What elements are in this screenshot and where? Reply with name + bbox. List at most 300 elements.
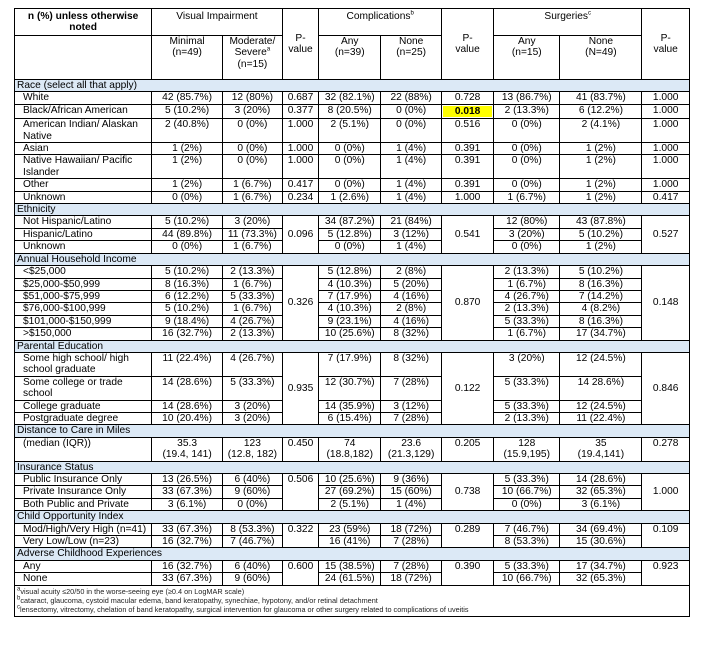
row-label: None — [15, 573, 152, 585]
value-cell: 1 (2%) — [560, 179, 642, 191]
pvalue-label-1: P- — [660, 32, 671, 44]
value-cell: 22 (88%) — [381, 92, 442, 104]
pvalue-label-2: value — [288, 44, 313, 55]
value-cell: 9 (18.4%) — [152, 315, 223, 327]
row-label: (median (IQR)) — [15, 437, 152, 461]
p-value-cell: 1.000 — [642, 104, 690, 118]
value-cell: 1 (4%) — [381, 241, 442, 253]
iqr-value: (18.8,182) — [326, 449, 373, 461]
value-cell: 12 (24.5%) — [560, 352, 642, 376]
section-header-distance — [15, 425, 690, 437]
value-cell: 21 (84%) — [381, 216, 442, 228]
value-cell: 7 (17.9%) — [319, 290, 381, 302]
value-cell: 1 (6.7%) — [223, 191, 283, 203]
value-cell: 3 (20%) — [494, 228, 560, 240]
value-cell — [223, 437, 283, 461]
p-value-cell: 0.377 — [282, 104, 319, 118]
table-row — [15, 143, 690, 155]
section-header-income — [15, 253, 690, 265]
group-label: Complications — [346, 11, 411, 22]
value-cell: 3 (6.1%) — [560, 498, 642, 510]
value-cell: 1 (2%) — [560, 241, 642, 253]
subheader-surgeries-any — [494, 36, 560, 80]
value-cell: 0 (0%) — [494, 498, 560, 510]
row-label: Asian — [15, 143, 152, 155]
section-header-ethnicity — [15, 204, 690, 216]
section-title: Annual Household Income — [15, 253, 690, 265]
value-cell: 14 (28.6%) — [152, 376, 223, 400]
table-row — [15, 498, 690, 510]
value-cell: 1 (6.7%) — [494, 191, 560, 203]
value-cell: 5 (20%) — [381, 278, 442, 290]
section-header-education — [15, 340, 690, 352]
value-cell: 5 (10.2%) — [152, 266, 223, 278]
value-cell: 32 (65.3%) — [560, 573, 642, 585]
value-cell: 14 28.6%) — [560, 376, 642, 400]
value-cell: 0 (0%) — [319, 241, 381, 253]
p-value-cell: 0.390 — [442, 560, 494, 585]
demographics-table — [14, 8, 690, 617]
row-label: Black/African American — [15, 104, 152, 118]
value-cell: 5 (33.3%) — [494, 560, 560, 572]
value-cell: 33 (67.3%) — [152, 486, 223, 498]
subheader-n: (n=15) — [237, 58, 268, 70]
subheader-complications-any — [319, 36, 381, 80]
value-cell — [494, 437, 560, 461]
value-cell: 6 (40%) — [223, 560, 283, 572]
table-row — [15, 328, 690, 340]
table-row — [15, 536, 690, 548]
p-value-cell: 1.000 — [642, 155, 690, 179]
p-value-cell: 1.000 — [642, 143, 690, 155]
p-value-cell: 1.000 — [642, 474, 690, 511]
value-cell: 0 (0%) — [223, 498, 283, 510]
row-label: Very Low/Low (n=23) — [15, 536, 152, 548]
value-cell: 13 (86.7%) — [494, 92, 560, 104]
value-cell: 0 (0%) — [494, 179, 560, 191]
p-value-cell: 0.289 — [442, 523, 494, 548]
value-cell: 7 (28%) — [381, 376, 442, 400]
p-value-cell: 0.846 — [642, 352, 690, 424]
value-cell: 0 (0%) — [152, 191, 223, 203]
value-cell: 14 (28.6%) — [560, 474, 642, 486]
row-label: Unknown — [15, 241, 152, 253]
table-row — [15, 523, 690, 535]
value-cell: 5 (33.3%) — [494, 400, 560, 412]
section-header-race — [15, 80, 690, 92]
value-cell: 8 (16.3%) — [152, 278, 223, 290]
value-cell: 1 (4%) — [381, 179, 442, 191]
value-cell: 13 (26.5%) — [152, 474, 223, 486]
p-value-cell: 1.000 — [442, 191, 494, 203]
value-cell: 18 (72%) — [381, 573, 442, 585]
subheader-minimal — [152, 36, 223, 80]
value-cell: 0 (0%) — [319, 179, 381, 191]
median-value: 74 — [344, 437, 356, 449]
value-cell: 1 (2%) — [560, 143, 642, 155]
value-cell: 5 (10.2%) — [152, 216, 223, 228]
table-row — [15, 303, 690, 315]
p-value-cell: 0.506 — [282, 474, 319, 511]
value-cell: 10 (66.7%) — [494, 486, 560, 498]
median-value: 128 — [518, 437, 536, 449]
subheader-n: (n=49) — [172, 47, 202, 59]
pvalue-label-1: P- — [462, 32, 473, 44]
table-row — [15, 241, 690, 253]
footnote — [17, 605, 687, 614]
value-cell: 17 (34.7%) — [560, 328, 642, 340]
value-cell: 5 (33.3%) — [223, 290, 283, 302]
p-value-cell: 0.322 — [282, 523, 319, 548]
value-cell: 2 (8%) — [381, 266, 442, 278]
value-cell: 8 (20.5%) — [319, 104, 381, 118]
footnotes-row — [15, 585, 690, 617]
p-value-cell: 0.391 — [442, 179, 494, 191]
row-label: Public Insurance Only — [15, 474, 152, 486]
value-cell: 10 (25.6%) — [319, 474, 381, 486]
value-cell — [152, 437, 223, 461]
p-value-cell: 1.000 — [282, 143, 319, 155]
value-cell: 2 (13.3%) — [494, 303, 560, 315]
subheader-n: (n=15) — [511, 47, 542, 59]
value-cell: 1 (6.7%) — [494, 278, 560, 290]
value-cell: 9 (23.1%) — [319, 315, 381, 327]
value-cell: 7 (28%) — [381, 560, 442, 572]
table-row — [15, 376, 690, 400]
p-value-cell: 1.000 — [282, 119, 319, 143]
median-value: 23.6 — [401, 437, 422, 449]
footnote-mark: c — [588, 10, 592, 17]
pvalue-header-visual — [282, 9, 319, 80]
pvalue-header-complications — [442, 9, 494, 80]
p-value-cell: 0.541 — [442, 216, 494, 253]
subheader-label: None — [398, 36, 424, 47]
table-row — [15, 266, 690, 278]
row-label: College graduate — [15, 400, 152, 412]
subheader-label: Minimal — [169, 36, 205, 47]
value-cell: 0 (0%) — [152, 241, 223, 253]
p-value-cell: 0.148 — [642, 266, 690, 340]
p-value-cell: 1.000 — [642, 179, 690, 191]
row-label: Both Public and Private — [15, 498, 152, 510]
value-cell: 9 (36%) — [381, 474, 442, 486]
section-header-ace — [15, 548, 690, 560]
value-cell: 2 (13.3%) — [494, 266, 560, 278]
footnotes — [15, 585, 690, 617]
value-cell: 4 (10.3%) — [319, 303, 381, 315]
value-cell: 5 (33.3%) — [494, 474, 560, 486]
p-value-cell: 0.417 — [642, 191, 690, 203]
value-cell: 2 (5.1%) — [319, 119, 381, 143]
group-header-surgeries — [494, 9, 642, 36]
p-value-cell: 1.000 — [282, 155, 319, 179]
value-cell: 1 (6.7%) — [223, 278, 283, 290]
value-cell: 3 (12%) — [381, 228, 442, 240]
value-cell: 3 (6.1%) — [152, 498, 223, 510]
pvalue-label-1: P- — [295, 32, 306, 44]
value-cell: 6 (12.2%) — [560, 104, 642, 118]
p-value-cell: 0.728 — [442, 92, 494, 104]
row-label: Unknown — [15, 191, 152, 203]
value-cell: 2 (13.3%) — [494, 104, 560, 118]
value-cell: 3 (20%) — [223, 412, 283, 424]
value-cell: 4 (16%) — [381, 290, 442, 302]
value-cell: 3 (20%) — [223, 400, 283, 412]
footnote — [17, 596, 687, 605]
value-cell: 0 (0%) — [319, 143, 381, 155]
value-cell: 33 (67.3%) — [152, 523, 223, 535]
p-value-cell: 0.738 — [442, 474, 494, 511]
value-cell: 1 (2.6%) — [319, 191, 381, 203]
section-header-coi — [15, 511, 690, 523]
value-cell: 11 (73.3%) — [223, 228, 283, 240]
group-header-visual-impairment — [152, 9, 283, 36]
value-cell: 2 (4.1%) — [560, 119, 642, 143]
median-value: 0.450 — [287, 437, 314, 449]
p-value-cell: 0.122 — [442, 352, 494, 424]
value-cell: 12 (24.5%) — [560, 400, 642, 412]
value-cell: 0 (0%) — [494, 119, 560, 143]
value-cell: 8 (53.3%) — [223, 523, 283, 535]
section-title: Distance to Care in Miles — [15, 425, 690, 437]
value-cell: 1 (4%) — [381, 155, 442, 179]
value-cell: 11 (22.4%) — [152, 352, 223, 376]
section-title: Insurance Status — [15, 461, 690, 473]
value-cell: 3 (20%) — [223, 216, 283, 228]
p-value-cell: 0.687 — [282, 92, 319, 104]
value-cell: 1 (2%) — [152, 155, 223, 179]
row-label: $76,000-$100,999 — [15, 303, 152, 315]
footnote-mark: a — [266, 47, 271, 54]
subheader-label: Any — [517, 36, 536, 47]
table-row — [15, 179, 690, 191]
value-cell: 5 (10.2%) — [152, 303, 223, 315]
value-cell: 7 (46.7%) — [494, 523, 560, 535]
p-value-cell: 1.000 — [642, 92, 690, 104]
value-cell: 10 (20.4%) — [152, 412, 223, 424]
p-value-cell — [442, 437, 494, 461]
section-title: Race (select all that apply) — [15, 80, 690, 92]
value-cell: 41 (83.7%) — [560, 92, 642, 104]
footnote-text: visual acuity ≤20/50 in the worse-seeing eye (≥0.4 on LogMAR scale) — [20, 586, 245, 596]
value-cell: 5 (33.3%) — [223, 376, 283, 400]
value-cell: 4 (26.7%) — [223, 352, 283, 376]
p-value-cell: 0.923 — [642, 560, 690, 585]
value-cell: 0 (0%) — [494, 241, 560, 253]
value-cell: 15 (38.5%) — [319, 560, 381, 572]
footnote-text: cataract, glaucoma, cystoid macular edema, band keratopathy, synechiae, hypotony, and/or retinal detachment — [20, 595, 378, 605]
p-value-cell: 0.516 — [442, 119, 494, 143]
footnote-mark: b — [410, 10, 414, 17]
value-cell: 10 (25.6%) — [319, 328, 381, 340]
pvalue-header-surgeries — [642, 9, 690, 80]
value-cell: 14 (35.9%) — [319, 400, 381, 412]
median-value: 0.278 — [652, 437, 679, 449]
subheader-n: (N=49) — [585, 47, 617, 59]
table-row — [15, 352, 690, 376]
value-cell: 34 (87.2%) — [319, 216, 381, 228]
value-cell: 5 (10.2%) — [152, 104, 223, 118]
value-cell: 3 (20%) — [223, 104, 283, 118]
subheader-label-2: Severe — [234, 47, 267, 59]
value-cell: 1 (6.7%) — [223, 303, 283, 315]
value-cell: 4 (16%) — [381, 315, 442, 327]
table-row — [15, 191, 690, 203]
value-cell: 24 (61.5%) — [319, 573, 381, 585]
value-cell: 1 (2%) — [152, 179, 223, 191]
p-value-cell: 0.234 — [282, 191, 319, 203]
value-cell: 8 (53.3%) — [494, 536, 560, 548]
median-value: 35 — [595, 437, 607, 449]
value-cell: 4 (26.7%) — [494, 290, 560, 302]
value-cell: 14 (28.6%) — [152, 400, 223, 412]
p-value-cell — [642, 437, 690, 461]
pvalue-label-2: value — [455, 44, 480, 55]
value-cell: 9 (60%) — [223, 573, 283, 585]
table-row — [15, 92, 690, 104]
value-cell: 44 (89.8%) — [152, 228, 223, 240]
value-cell: 0 (0%) — [381, 104, 442, 118]
value-cell: 16 (41%) — [319, 536, 381, 548]
value-cell: 5 (12.8%) — [319, 266, 381, 278]
p-value-cell: 1.000 — [642, 119, 690, 143]
value-cell: 15 (30.6%) — [560, 536, 642, 548]
value-cell: 7 (46.7%) — [223, 536, 283, 548]
row-label: Other — [15, 179, 152, 191]
value-cell: 16 (32.7%) — [152, 560, 223, 572]
footnote-mark: b — [17, 595, 21, 602]
iqr-value: (15.9,195) — [503, 449, 550, 461]
value-cell: 32 (82.1%) — [319, 92, 381, 104]
value-cell: 6 (15.4%) — [319, 412, 381, 424]
value-cell: 32 (65.3%) — [560, 486, 642, 498]
value-cell: 5 (33.3%) — [494, 315, 560, 327]
table-row — [15, 315, 690, 327]
row-label: >$150,000 — [15, 328, 152, 340]
value-cell: 8 (16.3%) — [560, 315, 642, 327]
value-cell: 18 (72%) — [381, 523, 442, 535]
value-cell: 5 (12.8%) — [319, 228, 381, 240]
value-cell: 0 (0%) — [223, 155, 283, 179]
table-row — [15, 486, 690, 498]
row-label: $51,000-$75,999 — [15, 290, 152, 302]
p-value-cell: 0.391 — [442, 143, 494, 155]
value-cell: 15 (60%) — [381, 486, 442, 498]
row-label: Any — [15, 560, 152, 572]
p-value-cell: 0.935 — [282, 352, 319, 424]
header-row-subgroups — [15, 36, 690, 80]
value-cell: 42 (85.7%) — [152, 92, 223, 104]
value-cell: 4 (26.7%) — [223, 315, 283, 327]
pvalue-label-2: value — [653, 44, 678, 55]
subheader-label: Any — [340, 36, 359, 47]
value-cell: 0 (0%) — [223, 119, 283, 143]
value-cell: 6 (12.2%) — [152, 290, 223, 302]
value-cell: 33 (67.3%) — [152, 573, 223, 585]
value-cell: 1 (6.7%) — [223, 179, 283, 191]
p-value-cell: 0.109 — [642, 523, 690, 548]
p-value-cell: 0.096 — [282, 216, 319, 253]
iqr-value: (12.8, 182) — [227, 449, 278, 461]
value-cell: 0 (0%) — [223, 143, 283, 155]
value-cell: 7 (17.9%) — [319, 352, 381, 376]
section-title: Adverse Childhood Experiences — [15, 548, 690, 560]
row-label: Native Hawaiian/ Pacific Islander — [15, 155, 152, 179]
value-cell: 1 (2%) — [560, 191, 642, 203]
value-cell: 12 (30.7%) — [319, 376, 381, 400]
value-cell: 0 (0%) — [494, 155, 560, 179]
corner-header: n (%) unless otherwise noted — [15, 9, 152, 36]
value-cell: 5 (33.3%) — [494, 376, 560, 400]
footnote — [17, 587, 687, 596]
value-cell: 43 (87.8%) — [560, 216, 642, 228]
value-cell: 4 (8.2%) — [560, 303, 642, 315]
value-cell: 23 (59%) — [319, 523, 381, 535]
table-row — [15, 437, 690, 461]
iqr-value: (19.4, 141) — [162, 449, 212, 461]
iqr-value: (21.3,129) — [387, 449, 435, 461]
subheader-label: None — [588, 36, 614, 47]
table-row — [15, 560, 690, 572]
value-cell: 12 (80%) — [494, 216, 560, 228]
row-label: $25,000-$50,999 — [15, 278, 152, 290]
value-cell: 1 (4%) — [381, 191, 442, 203]
table-row — [15, 228, 690, 240]
section-title: Child Opportunity Index — [15, 511, 690, 523]
median-value: 0.205 — [454, 437, 481, 449]
value-cell: 16 (32.7%) — [152, 536, 223, 548]
table-body — [15, 80, 690, 586]
value-cell: 27 (69.2%) — [319, 486, 381, 498]
row-label: American Indian/ Alaskan Native — [15, 119, 152, 143]
value-cell: 2 (40.8%) — [152, 119, 223, 143]
value-cell: 2 (8%) — [381, 303, 442, 315]
row-label: Some college or trade school — [15, 376, 152, 400]
subheader-moderate-severe — [223, 36, 283, 80]
significant-p-value-highlight: 0.018 — [443, 106, 492, 117]
section-title: Parental Education — [15, 340, 690, 352]
value-cell: 10 (66.7%) — [494, 573, 560, 585]
value-cell: 3 (20%) — [494, 352, 560, 376]
section-title: Ethnicity — [15, 204, 690, 216]
value-cell: 4 (10.3%) — [319, 278, 381, 290]
value-cell: 1 (2%) — [560, 155, 642, 179]
value-cell: 1 (6.7%) — [223, 241, 283, 253]
row-label: Private Insurance Only — [15, 486, 152, 498]
value-cell: 17 (34.7%) — [560, 560, 642, 572]
value-cell: 11 (22.4%) — [560, 412, 642, 424]
value-cell: 2 (5.1%) — [319, 498, 381, 510]
value-cell: 8 (16.3%) — [560, 278, 642, 290]
value-cell: 1 (6.7%) — [494, 328, 560, 340]
value-cell — [381, 437, 442, 461]
value-cell: 7 (28%) — [381, 536, 442, 548]
p-value-cell — [282, 437, 319, 461]
p-value-cell: 0.326 — [282, 266, 319, 340]
value-cell: 1 (4%) — [381, 143, 442, 155]
p-value-cell: 0.527 — [642, 216, 690, 253]
median-value: 35.3 — [177, 437, 197, 449]
subheader-n: (n=39) — [334, 47, 365, 59]
table-row — [15, 290, 690, 302]
group-header-complications — [319, 9, 442, 36]
table-row — [15, 400, 690, 412]
table-row — [15, 104, 690, 118]
row-label: $101,000-$150,999 — [15, 315, 152, 327]
table-row — [15, 155, 690, 179]
header-row-groups — [15, 9, 690, 36]
value-cell: 5 (10.2%) — [560, 266, 642, 278]
